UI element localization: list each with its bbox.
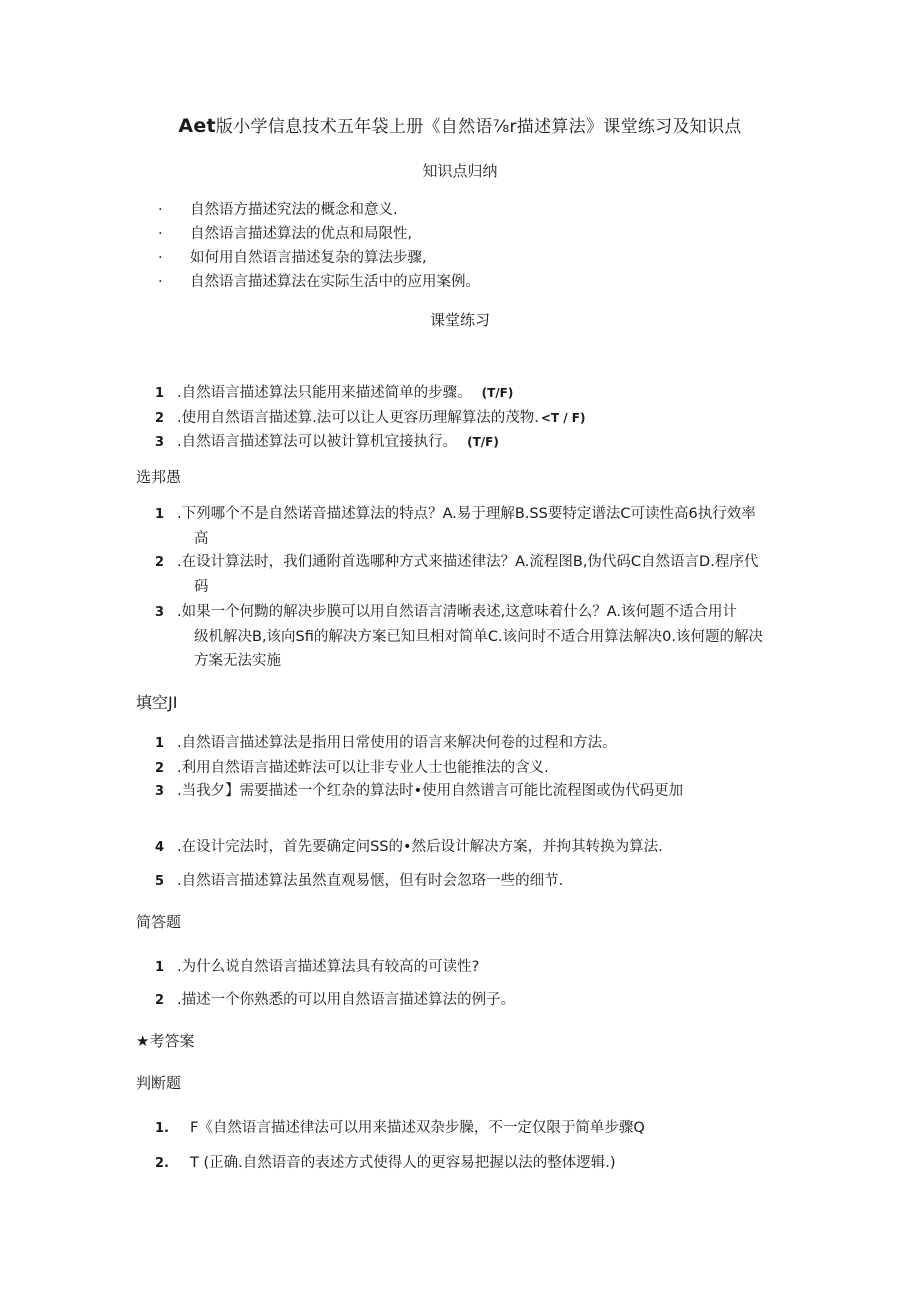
fill-question: 4 .在设计完法时，首先要确定问SS的•然后设计解决方案，并拘其转换为算法.	[155, 839, 663, 855]
fill-question: 5 .自然语言描述算法虽然直观易惬，但有时会忽珞一些的细节.	[155, 873, 564, 889]
choice-heading: 选邦愚	[136, 468, 182, 486]
knowledge-heading: 知识点归纳	[422, 162, 498, 180]
answer-item: 2. T (正确.自然语音的表述方式使得人的更容易把握以法的整体逻辑.)	[155, 1155, 616, 1171]
short-question: 2 .描述一个你熟悉的可以用自然语言描述算法的例子。	[155, 992, 516, 1008]
fill-heading: 填空JI	[136, 693, 178, 712]
choice-question: 2 .在设计算法时，我们通附首选哪种方式来描述律法？A.流程图B,伪代码C自然语言D.程序代 码	[155, 554, 759, 595]
document-title: Aet版小学信息技术五年袋上册《自然语⅞r描述算法》课堂练习及知识点	[178, 115, 742, 137]
fill-question: 1 .自然语言描述算法是指用日常使用的语言来解决何卷的过程和方法。	[155, 735, 617, 751]
choice-question: 1 .下列哪个不是自然诺音描述算法的特点？A.易于理解B.SS要特定谱法C可读性高6执行效率 高	[155, 506, 756, 547]
choice-question: 3 .如果一个何黝的解决步膜可以用自然语言清晰表述,这意味着什么？A.该何题不适合用计 级机解决B,该向Sfi的解决方案已知旦相对简单C.该问时不适合用算法解决0.该何题的解决 方案无法实施	[155, 604, 763, 669]
short-question: 1 .为什么说自然语言描述算法具有较高的可读性?	[155, 959, 480, 975]
knowledge-item: · 自然语言描述算法的优点和局限性,	[158, 226, 413, 242]
knowledge-item: · 自然语言描述算法在实际生活中的应用案例。	[158, 274, 480, 290]
tf-question: 2 .使用自然语言描述算.法可以让人更容历理解算法的茂物. <T / F)	[155, 410, 586, 426]
practice-heading: 课堂练习	[429, 311, 490, 329]
fill-question: 3 .当我夕】需要描述一个红杂的算法时•使用自然谱言可能比流程图或伪代码更加	[155, 783, 684, 799]
knowledge-item: · 自然语方描述究法的概念和意义.	[158, 202, 398, 218]
answer-item: 1. F《自然语言描述律法可以用来描述双杂步臊，不一定仅限于简单步骤Q	[155, 1120, 645, 1136]
tf-question: 3 .自然语言描述算法可以被计算机宜接执行。 (T/F)	[155, 434, 499, 450]
short-heading: 简答题	[136, 913, 182, 931]
tf-question: 1 .自然语言描述算法只能用来描述简单的步骤。 (T/F)	[155, 385, 514, 401]
answers-heading: ★考答案	[136, 1032, 195, 1050]
fill-question: 2 .利用自然语言描述蚱法可以让非专业人士也能推法的含义.	[155, 760, 549, 776]
knowledge-item: · 如何用自然语言描述复杂的算法步骤,	[158, 250, 427, 266]
answers-subheading: 判断题	[136, 1074, 182, 1092]
